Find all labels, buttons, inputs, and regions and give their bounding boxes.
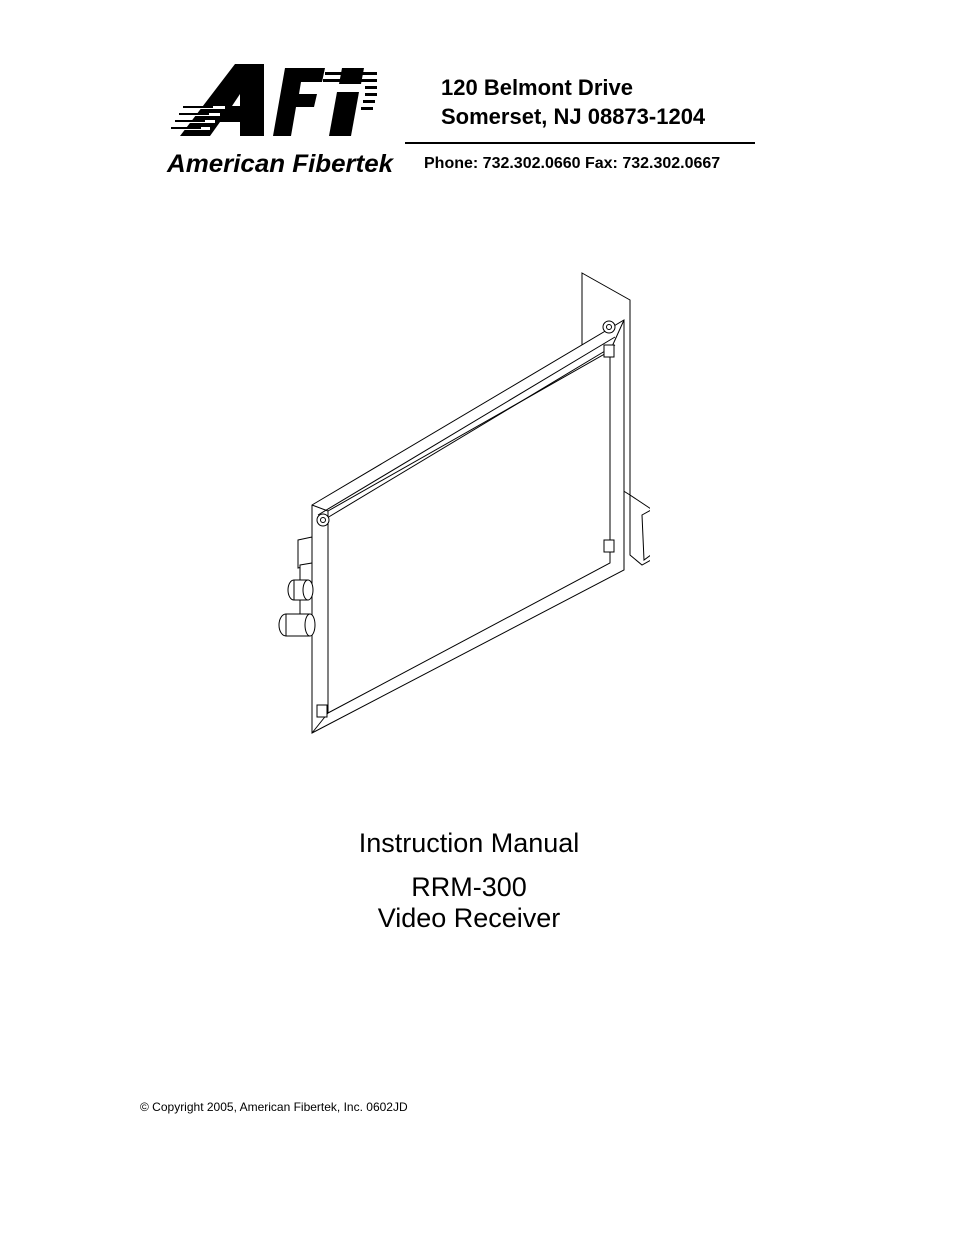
address-line-1: 120 Belmont Drive bbox=[441, 75, 633, 100]
product-name: Video Receiver bbox=[377, 903, 561, 933]
model-number: RRM-300 bbox=[411, 872, 527, 902]
copyright-notice: © Copyright 2005, American Fibertek, Inc. 0602JD bbox=[140, 1100, 408, 1114]
address-line-2: Somerset, NJ 08873-1204 bbox=[441, 104, 706, 129]
title-block bbox=[0, 828, 938, 934]
address-block bbox=[441, 73, 705, 131]
afi-logo-icon bbox=[165, 62, 400, 180]
logo-name: American Fibertek bbox=[165, 150, 395, 178]
phone-fax: Phone: 732.302.0660 Fax: 732.302.0667 bbox=[424, 155, 721, 172]
document-title: Instruction Manual bbox=[358, 828, 580, 858]
header-rule bbox=[405, 142, 755, 144]
rack-card-device-icon bbox=[270, 265, 650, 745]
